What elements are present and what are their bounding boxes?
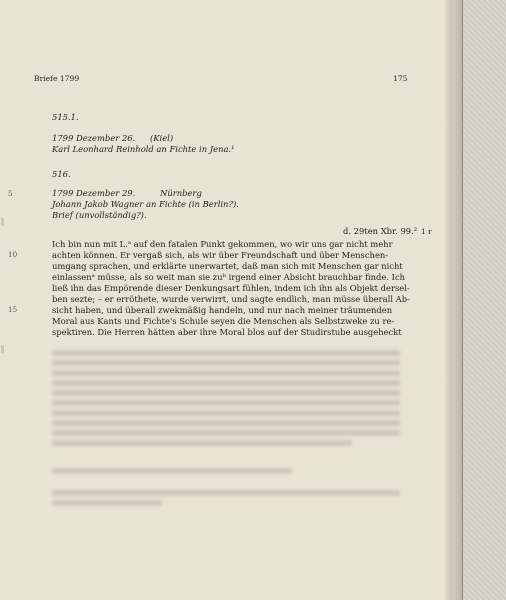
body-line: spektiren. Die Herren hätten aber ihre Moral blos auf der Studirstube ausgeheckt xyxy=(52,327,402,337)
entry-number: 515.1. xyxy=(52,112,79,122)
body-line: Moral aus Kants und Fichte's Schule seyen die Menschen als Selbstzweke zu re- xyxy=(52,316,395,326)
page-number: 175 xyxy=(393,74,408,83)
entry-place: Nürnberg xyxy=(160,188,202,198)
entry-sender: Karl Leonhard Reinhold an Fichte in Jena.¹ xyxy=(52,144,235,154)
body-line: einlassenᵃ müsse, als so weit man sie zuᵇ irgend einer Absicht brauchbar finde. Ich xyxy=(52,272,406,282)
body-line: Ich bin nun mit L.ᵃ auf den fatalen Punkt gekommen, wo wir uns gar nicht mehr xyxy=(52,239,393,249)
line-number: 15 xyxy=(8,305,18,314)
margin-mark xyxy=(1,218,4,226)
line-number: 5 xyxy=(8,189,13,198)
page-edge xyxy=(445,0,452,600)
running-head-left: Briefe 1799 xyxy=(34,74,80,83)
book-cover-board xyxy=(462,0,506,600)
body-line: ben sezte; – er erröthete, wurde verwirrt, und sagte endlich, man müsse überall Ab- xyxy=(52,294,410,304)
entry-number: 516. xyxy=(52,169,71,179)
margin-mark xyxy=(1,345,4,353)
body-line: sicht haben, und überall zwekmäßig handeln, und nur nach meiner träumenden xyxy=(52,305,393,315)
body-line: achten können. Er vergaß sich, als wir über Freundschaft und über Menschen- xyxy=(52,250,389,260)
entry-type: Brief (unvollständig?). xyxy=(52,210,147,220)
entry-date: 1799 Dezember 29. xyxy=(52,188,136,198)
entry-sender: Johann Jakob Wagner an Fichte (in Berlin?). xyxy=(52,199,239,209)
letter-date: d. 29ten Xbr. 99.² xyxy=(343,226,418,236)
body-line: ließ ihn das Empörende dieser Denkungsart fühlen, indem ich ihn als Objekt dersel- xyxy=(52,283,410,293)
margin-folio: 1 r xyxy=(421,227,432,236)
entry-place: (Kiel) xyxy=(150,133,174,143)
line-number: 10 xyxy=(8,250,18,259)
body-line: umgang sprachen, und erklärte unerwartet, daß man sich mit Menschen gar nicht xyxy=(52,261,403,271)
entry-date: 1799 Dezember 26. xyxy=(52,133,136,143)
